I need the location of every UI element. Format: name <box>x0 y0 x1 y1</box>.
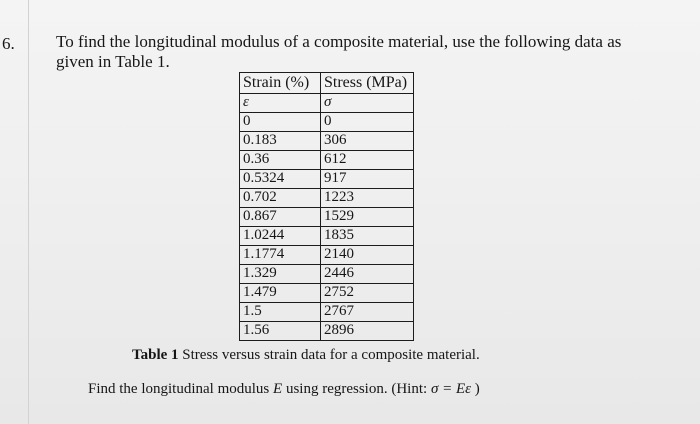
stress-cell: 2896 <box>321 322 414 341</box>
table-row <box>240 265 414 284</box>
column-header-stress: Stress (MPa) <box>321 73 414 94</box>
hint <box>391 381 479 397</box>
strain-cell: 1.1774 <box>240 246 321 265</box>
table-row <box>240 322 414 341</box>
table-row <box>240 189 414 208</box>
table-caption-label: Table 1 <box>132 347 179 363</box>
problem-statement-line-1: To find the longitudinal modulus of a composite material, use the following data as <box>56 32 622 51</box>
table-caption-text: Stress versus strain data for a composite material. <box>178 347 480 363</box>
strain-symbol: ε <box>240 94 321 113</box>
stress-cell: 1835 <box>321 227 414 246</box>
stress-cell: 2767 <box>321 303 414 322</box>
strain-cell: 0.5324 <box>240 170 321 189</box>
table-header-row <box>240 73 414 94</box>
strain-cell: 0 <box>240 113 321 132</box>
table-caption <box>132 347 480 364</box>
table-row <box>240 151 414 170</box>
strain-cell: 0.702 <box>240 189 321 208</box>
hint-close: ) <box>471 381 480 397</box>
hint-open: (Hint: <box>391 381 431 397</box>
table-row <box>240 303 414 322</box>
column-header-strain: Strain (%) <box>240 73 321 94</box>
table-symbol-row <box>240 94 414 113</box>
table-row <box>240 284 414 303</box>
table-row <box>240 208 414 227</box>
strain-cell: 1.479 <box>240 284 321 303</box>
problem-statement-line-2: given in Table 1. <box>56 52 170 71</box>
strain-cell: 0.183 <box>240 132 321 151</box>
question-number: 6. <box>2 34 15 53</box>
stress-cell: 612 <box>321 151 414 170</box>
question-text-before: Find the longitudinal modulus <box>88 381 274 397</box>
regression-question <box>88 381 480 398</box>
table-row <box>240 170 414 189</box>
question-text-after: using regression. <box>282 381 392 397</box>
stress-symbol: σ <box>321 94 414 113</box>
table-row <box>240 132 414 151</box>
hint-formula: σ = Eε <box>430 381 472 397</box>
stress-cell: 2140 <box>321 246 414 265</box>
strain-cell: 0.867 <box>240 208 321 227</box>
stress-cell: 2752 <box>321 284 414 303</box>
table-body <box>240 94 414 341</box>
modulus-variable: E <box>273 381 283 397</box>
stress-cell: 917 <box>321 170 414 189</box>
table-row <box>240 246 414 265</box>
table-row <box>240 113 414 132</box>
table-row <box>240 227 414 246</box>
stress-cell: 1223 <box>321 189 414 208</box>
strain-cell: 1.329 <box>240 265 321 284</box>
strain-cell: 1.0244 <box>240 227 321 246</box>
strain-cell: 1.5 <box>240 303 321 322</box>
stress-cell: 0 <box>321 113 414 132</box>
strain-cell: 0.36 <box>240 151 321 170</box>
stress-strain-table <box>239 72 414 341</box>
problem-statement <box>56 32 676 72</box>
strain-cell: 1.56 <box>240 322 321 341</box>
margin-line <box>28 0 29 424</box>
stress-cell: 1529 <box>321 208 414 227</box>
stress-cell: 2446 <box>321 265 414 284</box>
stress-cell: 306 <box>321 132 414 151</box>
